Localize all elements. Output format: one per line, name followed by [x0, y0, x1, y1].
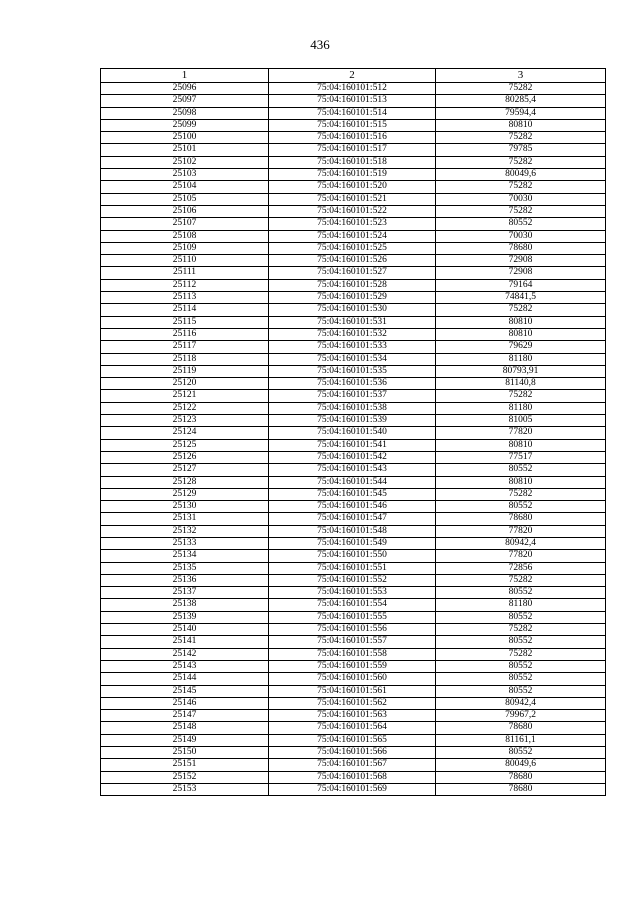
row-number-cell: 25126 [101, 451, 269, 463]
row-number-cell: 25131 [101, 513, 269, 525]
value-cell: 80810 [436, 119, 606, 131]
cadastral-number-cell: 75:04:160101:546 [269, 501, 436, 513]
column-header-3: 3 [436, 69, 606, 83]
table-row [101, 759, 606, 771]
value-cell: 77820 [436, 427, 606, 439]
cadastral-number-cell: 75:04:160101:548 [269, 525, 436, 537]
value-cell: 80810 [436, 328, 606, 340]
row-number-cell: 25152 [101, 771, 269, 783]
value-cell: 80552 [436, 611, 606, 623]
row-number-cell: 25120 [101, 378, 269, 390]
row-number-cell: 25123 [101, 415, 269, 427]
row-number-cell: 25113 [101, 292, 269, 304]
row-number-cell: 25121 [101, 390, 269, 402]
value-cell: 80552 [436, 673, 606, 685]
table-row [101, 636, 606, 648]
table-row [101, 685, 606, 697]
cadastral-number-cell: 75:04:160101:551 [269, 562, 436, 574]
table-row [101, 574, 606, 586]
row-number-cell: 25151 [101, 759, 269, 771]
value-cell: 75282 [436, 205, 606, 217]
value-cell: 80552 [436, 218, 606, 230]
cadastral-number-cell: 75:04:160101:515 [269, 119, 436, 131]
row-number-cell: 25128 [101, 476, 269, 488]
cadastral-number-cell: 75:04:160101:534 [269, 353, 436, 365]
cadastral-number-cell: 75:04:160101:547 [269, 513, 436, 525]
table-row [101, 439, 606, 451]
row-number-cell: 25140 [101, 624, 269, 636]
table-row [101, 144, 606, 156]
row-number-cell: 25146 [101, 697, 269, 709]
table-row [101, 747, 606, 759]
row-number-cell: 25106 [101, 205, 269, 217]
table-row [101, 734, 606, 746]
table-row [101, 230, 606, 242]
value-cell: 75282 [436, 648, 606, 660]
cadastral-number-cell: 75:04:160101:562 [269, 697, 436, 709]
value-cell: 77820 [436, 525, 606, 537]
cadastral-number-cell: 75:04:160101:520 [269, 181, 436, 193]
column-header-2: 2 [269, 69, 436, 83]
table-row [101, 427, 606, 439]
cadastral-number-cell: 75:04:160101:521 [269, 193, 436, 205]
cadastral-number-cell: 75:04:160101:545 [269, 488, 436, 500]
row-number-cell: 25127 [101, 464, 269, 476]
table-row [101, 501, 606, 513]
row-number-cell: 25133 [101, 537, 269, 549]
cadastral-number-cell: 75:04:160101:519 [269, 169, 436, 181]
cadastral-number-cell: 75:04:160101:550 [269, 550, 436, 562]
table-row [101, 218, 606, 230]
cadastral-number-cell: 75:04:160101:535 [269, 365, 436, 377]
cadastral-number-cell: 75:04:160101:536 [269, 378, 436, 390]
table-row [101, 267, 606, 279]
row-number-cell: 25130 [101, 501, 269, 513]
value-cell: 78680 [436, 783, 606, 795]
cadastral-number-cell: 75:04:160101:559 [269, 660, 436, 672]
cadastral-number-cell: 75:04:160101:552 [269, 574, 436, 586]
table-row [101, 341, 606, 353]
row-number-cell: 25125 [101, 439, 269, 451]
row-number-cell: 25100 [101, 132, 269, 144]
cadastral-number-cell: 75:04:160101:565 [269, 734, 436, 746]
table-row [101, 710, 606, 722]
table-row [101, 624, 606, 636]
table-row [101, 193, 606, 205]
table-row [101, 599, 606, 611]
row-number-cell: 25102 [101, 156, 269, 168]
row-number-cell: 25112 [101, 279, 269, 291]
table-row [101, 181, 606, 193]
column-header-1: 1 [101, 69, 269, 83]
row-number-cell: 25132 [101, 525, 269, 537]
row-number-cell: 25115 [101, 316, 269, 328]
cadastral-number-cell: 75:04:160101:532 [269, 328, 436, 340]
cadastral-number-cell: 75:04:160101:522 [269, 205, 436, 217]
row-number-cell: 25153 [101, 783, 269, 795]
cadastral-number-cell: 75:04:160101:568 [269, 771, 436, 783]
value-cell: 79164 [436, 279, 606, 291]
cadastral-number-cell: 75:04:160101:557 [269, 636, 436, 648]
table-row [101, 525, 606, 537]
table-row [101, 365, 606, 377]
value-cell: 79967,2 [436, 710, 606, 722]
cadastral-number-cell: 75:04:160101:541 [269, 439, 436, 451]
page-number: 436 [310, 37, 330, 52]
cadastral-number-cell: 75:04:160101:537 [269, 390, 436, 402]
cadastral-number-cell: 75:04:160101:526 [269, 255, 436, 267]
value-cell: 70030 [436, 193, 606, 205]
row-number-cell: 25108 [101, 230, 269, 242]
row-number-cell: 25150 [101, 747, 269, 759]
value-cell: 75282 [436, 83, 606, 95]
row-number-cell: 25147 [101, 710, 269, 722]
value-cell: 79629 [436, 341, 606, 353]
cadastral-number-cell: 75:04:160101:531 [269, 316, 436, 328]
cadastral-number-cell: 75:04:160101:554 [269, 599, 436, 611]
cadastral-number-cell: 75:04:160101:517 [269, 144, 436, 156]
row-number-cell: 25149 [101, 734, 269, 746]
cadastral-number-cell: 75:04:160101:542 [269, 451, 436, 463]
table-row [101, 562, 606, 574]
value-cell: 80049,6 [436, 759, 606, 771]
cadastral-number-cell: 75:04:160101:538 [269, 402, 436, 414]
value-cell: 80552 [436, 587, 606, 599]
cadastral-number-cell: 75:04:160101:563 [269, 710, 436, 722]
table-row [101, 205, 606, 217]
row-number-cell: 25109 [101, 242, 269, 254]
cadastral-number-cell: 75:04:160101:543 [269, 464, 436, 476]
cadastral-number-cell: 75:04:160101:516 [269, 132, 436, 144]
value-cell: 80285,4 [436, 95, 606, 107]
row-number-cell: 25143 [101, 660, 269, 672]
row-number-cell: 25097 [101, 95, 269, 107]
table-row [101, 402, 606, 414]
row-number-cell: 25129 [101, 488, 269, 500]
value-cell: 81140,8 [436, 378, 606, 390]
value-cell: 80793,91 [436, 365, 606, 377]
value-cell: 78680 [436, 513, 606, 525]
value-cell: 78680 [436, 242, 606, 254]
value-cell: 80552 [436, 501, 606, 513]
table-row [101, 83, 606, 95]
table-row [101, 390, 606, 402]
table-row [101, 537, 606, 549]
value-cell: 81180 [436, 599, 606, 611]
value-cell: 80552 [436, 660, 606, 672]
value-cell: 80810 [436, 316, 606, 328]
table-row [101, 292, 606, 304]
table-row [101, 169, 606, 181]
table-row [101, 488, 606, 500]
value-cell: 72908 [436, 255, 606, 267]
row-number-cell: 25105 [101, 193, 269, 205]
cadastral-number-cell: 75:04:160101:555 [269, 611, 436, 623]
table-row [101, 771, 606, 783]
value-cell: 75282 [436, 304, 606, 316]
cadastral-number-cell: 75:04:160101:533 [269, 341, 436, 353]
cadastral-number-cell: 75:04:160101:512 [269, 83, 436, 95]
cadastral-number-cell: 75:04:160101:558 [269, 648, 436, 660]
cadastral-number-cell: 75:04:160101:529 [269, 292, 436, 304]
table-header-row [101, 69, 606, 83]
row-number-cell: 25139 [101, 611, 269, 623]
row-number-cell: 25104 [101, 181, 269, 193]
cadastral-number-cell: 75:04:160101:539 [269, 415, 436, 427]
row-number-cell: 25098 [101, 107, 269, 119]
table-row [101, 660, 606, 672]
table-row [101, 378, 606, 390]
table-row [101, 697, 606, 709]
value-cell: 80552 [436, 636, 606, 648]
value-cell: 80942,4 [436, 697, 606, 709]
table-row [101, 107, 606, 119]
value-cell: 79785 [436, 144, 606, 156]
table-row [101, 242, 606, 254]
value-cell: 80049,6 [436, 169, 606, 181]
table-row [101, 722, 606, 734]
row-number-cell: 25138 [101, 599, 269, 611]
row-number-cell: 25111 [101, 267, 269, 279]
cadastral-number-cell: 75:04:160101:530 [269, 304, 436, 316]
table-row [101, 119, 606, 131]
row-number-cell: 25107 [101, 218, 269, 230]
table-row [101, 353, 606, 365]
value-cell: 75282 [436, 624, 606, 636]
row-number-cell: 25148 [101, 722, 269, 734]
table-row [101, 132, 606, 144]
row-number-cell: 25110 [101, 255, 269, 267]
value-cell: 75282 [436, 488, 606, 500]
table-row [101, 587, 606, 599]
value-cell: 77517 [436, 451, 606, 463]
value-cell: 78680 [436, 771, 606, 783]
table-row [101, 279, 606, 291]
row-number-cell: 25137 [101, 587, 269, 599]
table-row [101, 648, 606, 660]
cadastral-number-cell: 75:04:160101:513 [269, 95, 436, 107]
row-number-cell: 25118 [101, 353, 269, 365]
value-cell: 81005 [436, 415, 606, 427]
table-row [101, 673, 606, 685]
value-cell: 80810 [436, 476, 606, 488]
table-body [101, 83, 606, 796]
cadastral-number-cell: 75:04:160101:556 [269, 624, 436, 636]
cadastral-number-cell: 75:04:160101:561 [269, 685, 436, 697]
row-number-cell: 25141 [101, 636, 269, 648]
row-number-cell: 25134 [101, 550, 269, 562]
value-cell: 75282 [436, 156, 606, 168]
cadastral-number-cell: 75:04:160101:514 [269, 107, 436, 119]
value-cell: 81180 [436, 402, 606, 414]
row-number-cell: 25144 [101, 673, 269, 685]
cadastral-number-cell: 75:04:160101:549 [269, 537, 436, 549]
row-number-cell: 25145 [101, 685, 269, 697]
cadastral-number-cell: 75:04:160101:540 [269, 427, 436, 439]
table-row [101, 156, 606, 168]
table-row [101, 95, 606, 107]
table-row [101, 451, 606, 463]
row-number-cell: 25124 [101, 427, 269, 439]
row-number-cell: 25142 [101, 648, 269, 660]
row-number-cell: 25096 [101, 83, 269, 95]
row-number-cell: 25135 [101, 562, 269, 574]
value-cell: 81180 [436, 353, 606, 365]
row-number-cell: 25099 [101, 119, 269, 131]
cadastral-number-cell: 75:04:160101:553 [269, 587, 436, 599]
value-cell: 75282 [436, 132, 606, 144]
table-row [101, 513, 606, 525]
value-cell: 80552 [436, 464, 606, 476]
cadastral-number-cell: 75:04:160101:566 [269, 747, 436, 759]
row-number-cell: 25101 [101, 144, 269, 156]
table-row [101, 255, 606, 267]
value-cell: 80810 [436, 439, 606, 451]
cadastral-number-cell: 75:04:160101:560 [269, 673, 436, 685]
cadastral-number-cell: 75:04:160101:564 [269, 722, 436, 734]
row-number-cell: 25116 [101, 328, 269, 340]
value-cell: 80552 [436, 747, 606, 759]
value-cell: 77820 [436, 550, 606, 562]
table-row [101, 304, 606, 316]
table-row [101, 316, 606, 328]
row-number-cell: 25117 [101, 341, 269, 353]
row-number-cell: 25114 [101, 304, 269, 316]
cadastral-number-cell: 75:04:160101:518 [269, 156, 436, 168]
value-cell: 79594,4 [436, 107, 606, 119]
table-row [101, 415, 606, 427]
table-row [101, 611, 606, 623]
row-number-cell: 25122 [101, 402, 269, 414]
table-row [101, 783, 606, 795]
row-number-cell: 25119 [101, 365, 269, 377]
value-cell: 75282 [436, 574, 606, 586]
cadastral-number-cell: 75:04:160101:544 [269, 476, 436, 488]
value-cell: 78680 [436, 722, 606, 734]
cadastral-number-cell: 75:04:160101:523 [269, 218, 436, 230]
value-cell: 72856 [436, 562, 606, 574]
value-cell: 80942,4 [436, 537, 606, 549]
value-cell: 70030 [436, 230, 606, 242]
table-row [101, 550, 606, 562]
cadastral-number-cell: 75:04:160101:567 [269, 759, 436, 771]
table-row [101, 328, 606, 340]
value-cell: 75282 [436, 181, 606, 193]
table-row [101, 476, 606, 488]
cadastral-number-cell: 75:04:160101:569 [269, 783, 436, 795]
cadastral-number-cell: 75:04:160101:528 [269, 279, 436, 291]
cadastral-number-cell: 75:04:160101:525 [269, 242, 436, 254]
data-table [100, 68, 606, 796]
row-number-cell: 25136 [101, 574, 269, 586]
cadastral-number-cell: 75:04:160101:527 [269, 267, 436, 279]
value-cell: 81161,1 [436, 734, 606, 746]
value-cell: 75282 [436, 390, 606, 402]
cadastral-number-cell: 75:04:160101:524 [269, 230, 436, 242]
value-cell: 72908 [436, 267, 606, 279]
row-number-cell: 25103 [101, 169, 269, 181]
table-row [101, 464, 606, 476]
value-cell: 80552 [436, 685, 606, 697]
value-cell: 74841,5 [436, 292, 606, 304]
